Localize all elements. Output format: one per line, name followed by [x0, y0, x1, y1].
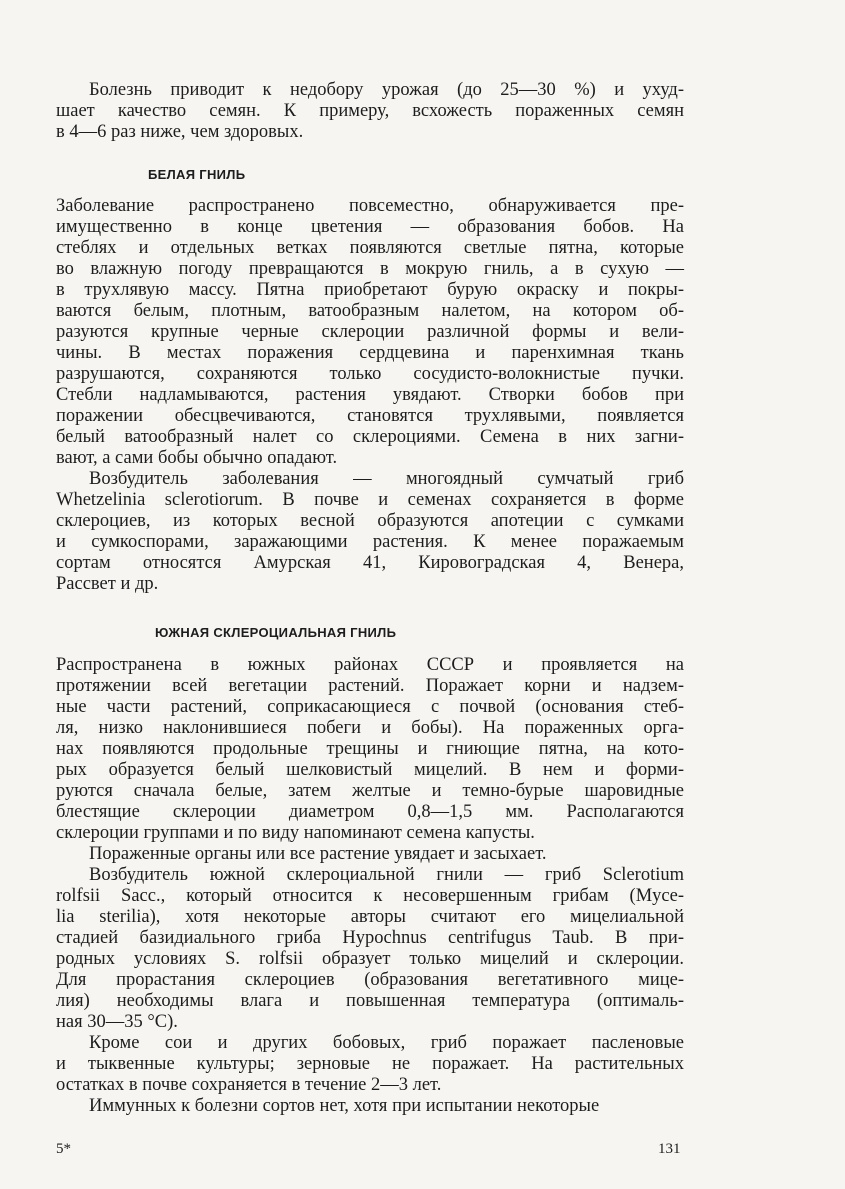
heading-southern-sclerotial-rot: ЮЖНАЯ СКЛЕРОЦИАЛЬНАЯ ГНИЛЬ	[155, 625, 397, 640]
text-line: ля, низко наклонившиеся побеги и бобы). На пораженных орга-	[56, 718, 684, 738]
text-line: разрушаются, сохраняются только сосудисто-волокнистые пучки.	[56, 364, 684, 384]
text-line: Whetzelinia sclerotiorum. В почве и семенах сохраняется в форме	[56, 490, 684, 510]
footer-page-number: 131	[658, 1141, 681, 1157]
text-line: сортам относятся Амурская 41, Кировоградская 4, Венера,	[56, 553, 684, 573]
paragraph-white-rot-pathogen	[56, 469, 684, 595]
paragraph-white-rot-description	[56, 196, 684, 469]
text-line: лия) необходимы влага и повышенная температура (оптималь-	[56, 991, 684, 1011]
text-line: остатках в почве сохраняется в течение 2—3 лет.	[56, 1075, 442, 1095]
text-line: склероциев, из которых весной образуются апотеции с сумками	[56, 511, 684, 531]
text-line: ваются белым, плотным, ватообразным налетом, на котором об-	[56, 301, 684, 321]
text-line: белый ватообразный налет со склероциями. Семена в них загни-	[56, 427, 684, 447]
footer-signature: 5*	[56, 1141, 71, 1157]
paragraph-south-rot-wilting	[56, 844, 684, 865]
text-line: стадией базидиального гриба Hypochnus centrifugus Taub. В при-	[56, 928, 684, 948]
heading-white-rot: БЕЛАЯ ГНИЛЬ	[148, 167, 246, 182]
paragraph-south-rot-varieties	[56, 1096, 684, 1117]
text-line: руются сначала белые, затем желтые и темно-бурые шаровидные	[56, 781, 684, 801]
text-line: Заболевание распространено повсеместно, обнаруживается пре-	[56, 196, 684, 216]
text-line: вают, а сами бобы обычно опадают.	[56, 448, 338, 468]
text-line: и сумкоспорами, заражающими растения. К менее поражаемым	[56, 532, 684, 552]
text-line: Стебли надламываются, растения увядают. Створки бобов при	[56, 385, 684, 405]
text-line: во влажную погоду превращаются в мокрую гниль, а в сухую —	[56, 259, 684, 279]
text-line: разуются крупные черные склероции различной формы и вели-	[56, 322, 684, 342]
text-line: Возбудитель заболевания — многоядный сумчатый гриб	[89, 469, 684, 489]
paragraph-south-rot-description	[56, 655, 684, 844]
text-line: Болезнь приводит к недобору урожая (до 25—30 %) и ухуд-	[89, 80, 684, 100]
text-line: поражении обесцвечиваются, становятся трухлявыми, появляется	[56, 406, 684, 426]
text-line: протяжении всей вегетации растений. Поражает корни и надзем-	[56, 676, 684, 696]
text-line: Иммунных к болезни сортов нет, хотя при испытании некоторые	[89, 1096, 600, 1116]
text-line: Кроме сои и других бобовых, гриб поражает пасленовые	[89, 1033, 684, 1053]
text-line: блестящие склероции диаметром 0,8—1,5 мм. Располагаются	[56, 802, 684, 822]
text-line: склероции группами и по виду напоминают семена капусты.	[56, 823, 535, 843]
text-line: Распространена в южных районах СССР и проявляется на	[56, 655, 684, 675]
text-line: Возбудитель южной склероциальной гнили — гриб Sclerotium	[89, 865, 684, 885]
text-line: Пораженные органы или все растение увядает и засыхает.	[89, 844, 547, 864]
text-line: родных условиях S. rolfsii образует только мицелий и склероции.	[56, 949, 684, 969]
text-line: стеблях и отдельных ветках появляются светлые пятна, которые	[56, 238, 684, 258]
text-line: rolfsii Sacc., который относится к несовершенным грибам (Myce-	[56, 886, 684, 906]
text-line: lia sterilia), хотя некоторые авторы считают его мицелиальной	[56, 907, 684, 927]
text-line: ные части растений, соприкасающиеся с почвой (основания стеб-	[56, 697, 684, 717]
text-line: шает качество семян. К примеру, всхожесть пораженных семян	[56, 101, 684, 121]
paragraph-south-rot-hosts	[56, 1033, 684, 1096]
text-line: ная 30—35 °С).	[56, 1012, 178, 1032]
text-line: в трухлявую массу. Пятна приобретают бурую окраску и покры-	[56, 280, 684, 300]
text-line: и тыквенные культуры; зерновые не поражает. На растительных	[56, 1054, 684, 1074]
text-line: чины. В местах поражения сердцевина и паренхимная ткань	[56, 343, 684, 363]
text-line: Рассвет и др.	[56, 574, 159, 594]
paragraph-south-rot-pathogen	[56, 865, 684, 1033]
text-line: рых образуется белый шелковистый мицелий. В нем и форми-	[56, 760, 684, 780]
paragraph-intro	[56, 80, 684, 143]
text-line: имущественно в конце цветения — образования бобов. На	[56, 217, 684, 237]
text-line: нах появляются продольные трещины и гниющие пятна, на кото-	[56, 739, 684, 759]
text-line: в 4—6 раз ниже, чем здоровых.	[56, 122, 304, 142]
text-line: Для прорастания склероциев (образования вегетативного мице-	[56, 970, 684, 990]
